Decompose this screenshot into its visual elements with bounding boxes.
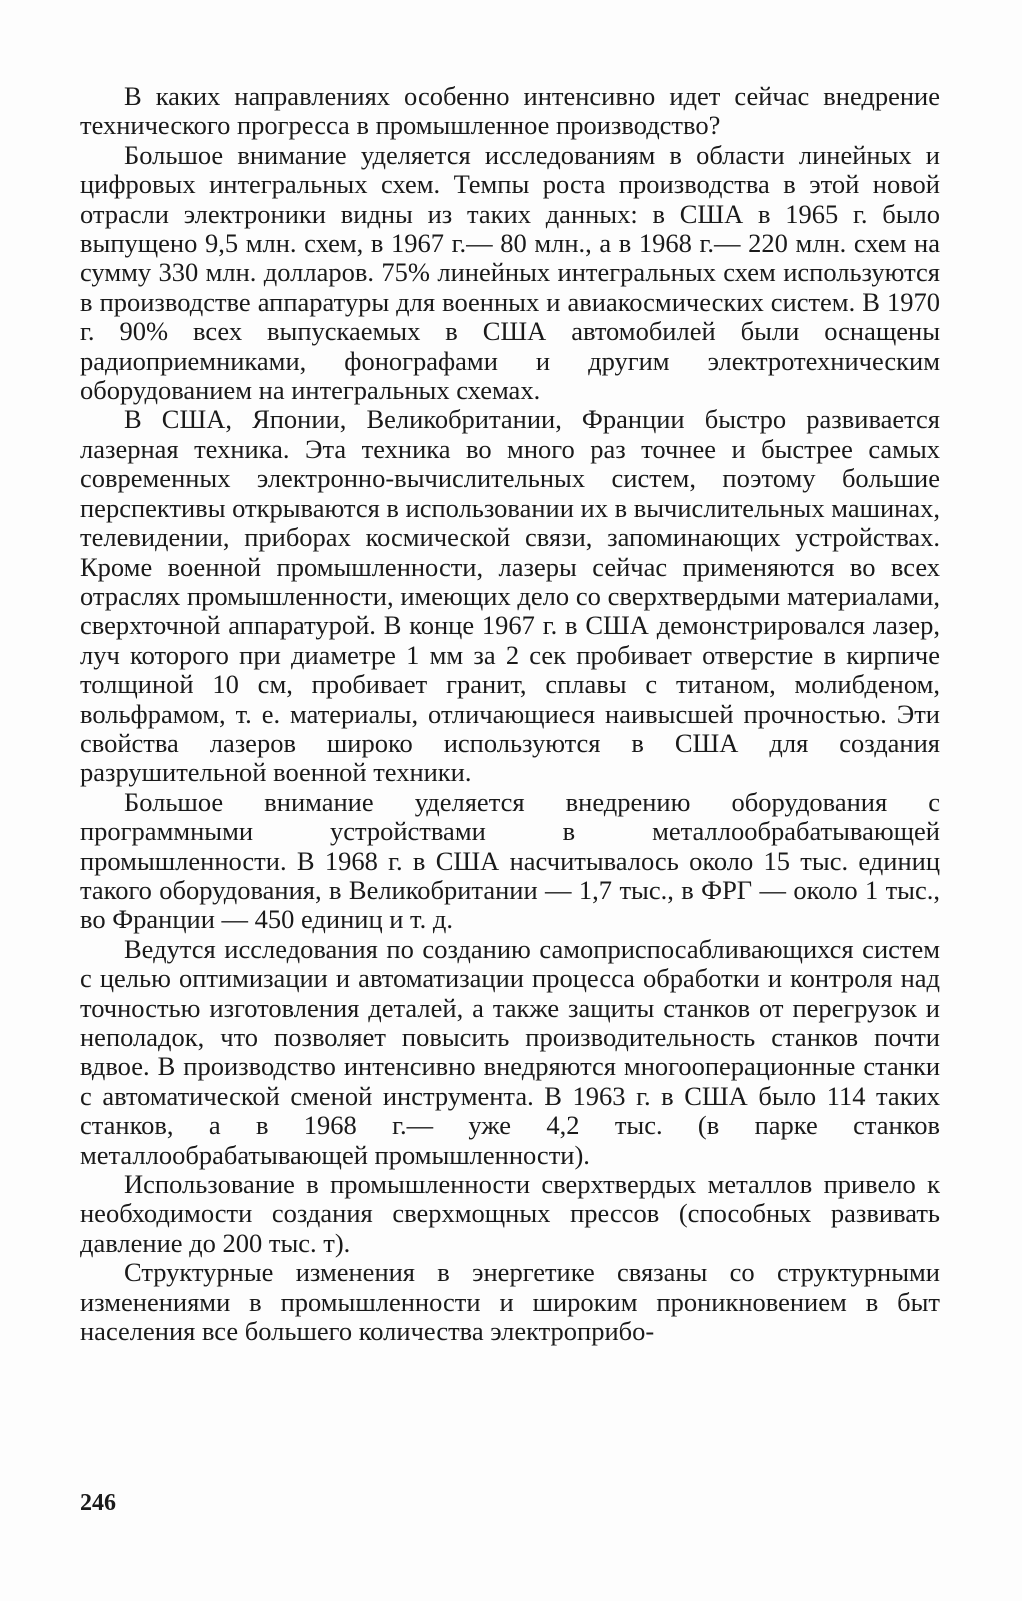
paragraph-energy: Структурные изменения в энергетике связаны со структурными изменениями в промышленности и широким проникновением в быт населения все большего количества электроприбо- xyxy=(80,1257,940,1347)
paragraph-question: В каких направлениях особенно интенсивно идет сейчас внедрение технического прогресса в промышленное производство? xyxy=(80,81,940,141)
paragraph-integrated-circuits: Большое внимание уделяется исследованиям в области линейных и цифровых интегральных схем. Темпы роста производства в этой новой отрасли электроники видны из таких данных: в США в 1965 г. было выпущено 9,5 млн. схем, в 1967 г.— 80 млн., а в 1968 г.— 220 млн. схем на сумму 330 млн. долларов. 75% линейных интегральных схем используются в производстве аппаратуры для военных и авиакосмических систем. В 1970 г. 90% всех выпускаемых в США автомобилей были оснащены радиоприемниками, фонографами и другим электротехническим оборудованием на интегральных схемах. xyxy=(80,139,940,406)
page-number: 246 xyxy=(80,1490,116,1516)
paragraph-laser-technology: В США, Японии, Великобритании, Франции быстро развивается лазерная техника. Эта техника во много раз точнее и быстрее самых современных электронно-вычислительных систем, поэтому большие перспективы открываются в использовании их в вычислительных машинах, телевидении, приборах космической связи, запоминающих устройствах. Кроме военной промышленности, лазеры сейчас применяются во всех отраслях промышленности, имеющих дело со сверхтвердыми материалами, сверхточной аппаратурой. В конце 1967 г. в США демонстрировался лазер, луч которого при диаметре 1 мм за 2 сек пробивает отверстие в кирпиче толщиной 10 см, пробивает гранит, сплавы с титаном, молибденом, вольфрамом, т. е. материалы, отличающиеся наивысшей прочностью. Эти свойства лазеров широко используются в США для создания разрушительной военной техники. xyxy=(80,404,940,788)
paragraph-programmed-equipment: Большое внимание уделяется внедрению оборудования с программными устройствами в металлообрабатывающей промышленности. В 1968 г. в США насчитывалось около 15 тыс. единиц такого оборудования, в Великобритании — 1,7 тыс., в ФРГ — около 1 тыс., во Франции — 450 единиц и т. д. xyxy=(80,786,940,935)
paragraph-adaptive-systems: Ведутся исследования по созданию самоприспосабливающихся систем с целью оптимизации и автоматизации процесса обработки и контроля над точностью изготовления деталей, а также защиты станков от перегрузок и неполадок, что позволяет повысить производительность станков почти вдвое. В производство интенсивно внедряются многооперационные станки с автоматической сменой инструмента. В 1963 г. в США было 114 таких станков, а в 1968 г.— уже 4,2 тыс. (в парке станков металлообрабатывающей промышленности). xyxy=(80,933,940,1170)
paragraph-presses: Использование в промышленности сверхтвердых металлов привело к необходимости создания сверхмощных прессов (способных развивать давление до 200 тыс. т). xyxy=(80,1169,940,1258)
body-text xyxy=(80,82,940,1346)
